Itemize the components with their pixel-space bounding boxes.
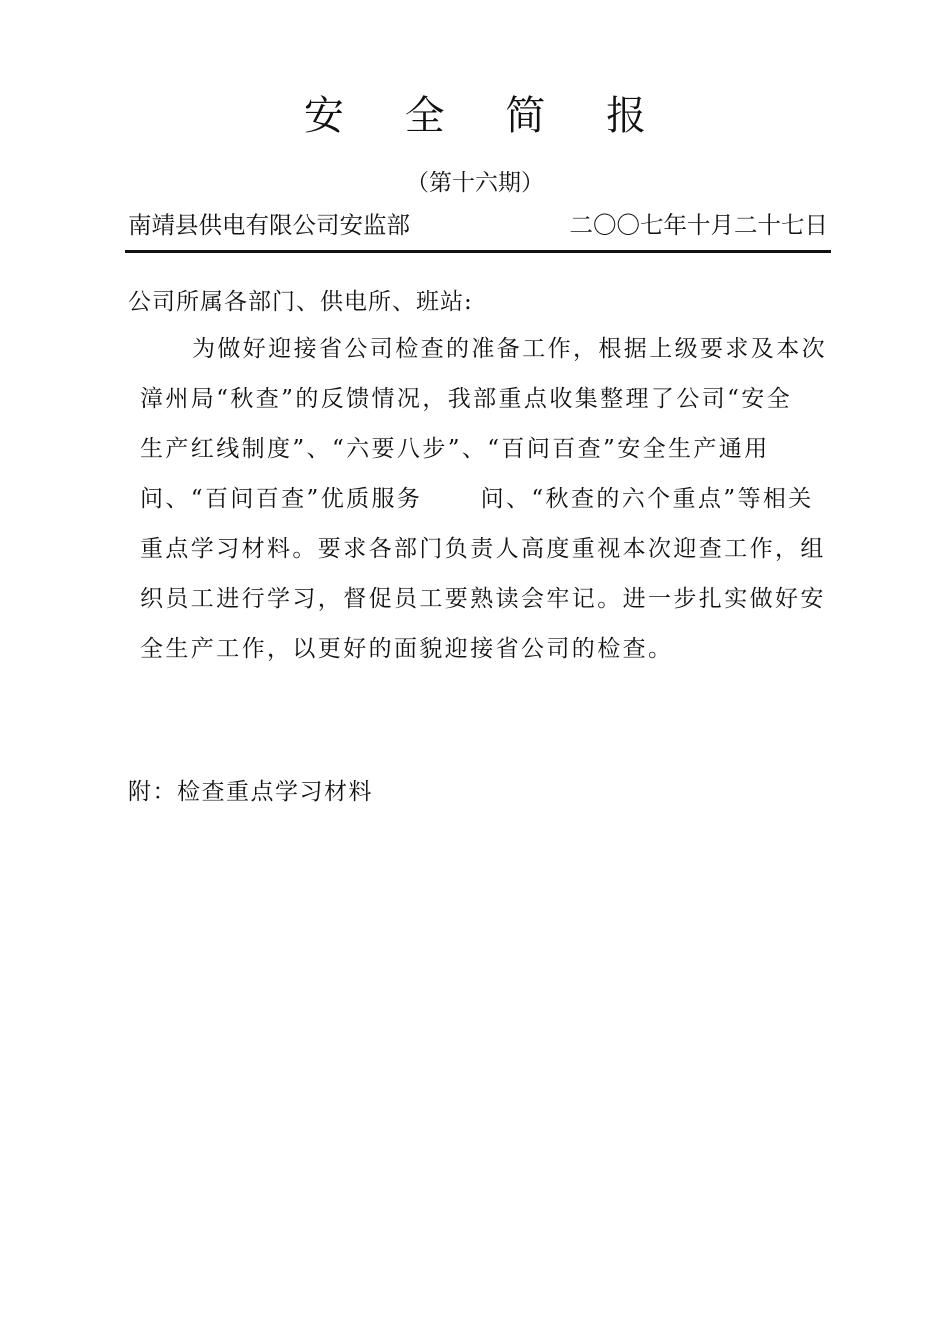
body-line: 漳州局“秋查”的反馈情况，我部重点收集整理了公司“安全 (140, 386, 793, 412)
header-divider (125, 250, 831, 253)
document-title: 安 全 简 报 (303, 93, 671, 139)
attachment-note: 附：检查重点学习材料 (128, 779, 373, 805)
body-line: 问、“百问百查”优质服务 问、“秋查的六个重点”等相关 (140, 486, 814, 512)
issue-date: 二〇〇七年十月二十七日 (569, 211, 828, 239)
body-line: 重点学习材料。要求各部门负责人高度重视本次迎查工作，组 (140, 536, 826, 562)
issuing-organization: 南靖县供电有限公司安监部 (128, 211, 410, 239)
header-row (128, 206, 828, 244)
salutation: 公司所属各部门、供电所、班站: (128, 289, 473, 315)
body-line: 生产红线制度”、“六要八步”、“百问百查”安全生产通用 (140, 436, 770, 462)
issue-number: （第十六期） (406, 170, 544, 196)
body-paragraph (140, 324, 828, 674)
body-line: 为做好迎接省公司检查的准备工作，根据上级要求及本次 (192, 336, 827, 362)
body-line: 全生产工作，以更好的面貌迎接省公司的检查。 (140, 636, 674, 662)
body-line: 织员工进行学习，督促员工要熟读会牢记。进一步扎实做好安 (140, 586, 826, 612)
